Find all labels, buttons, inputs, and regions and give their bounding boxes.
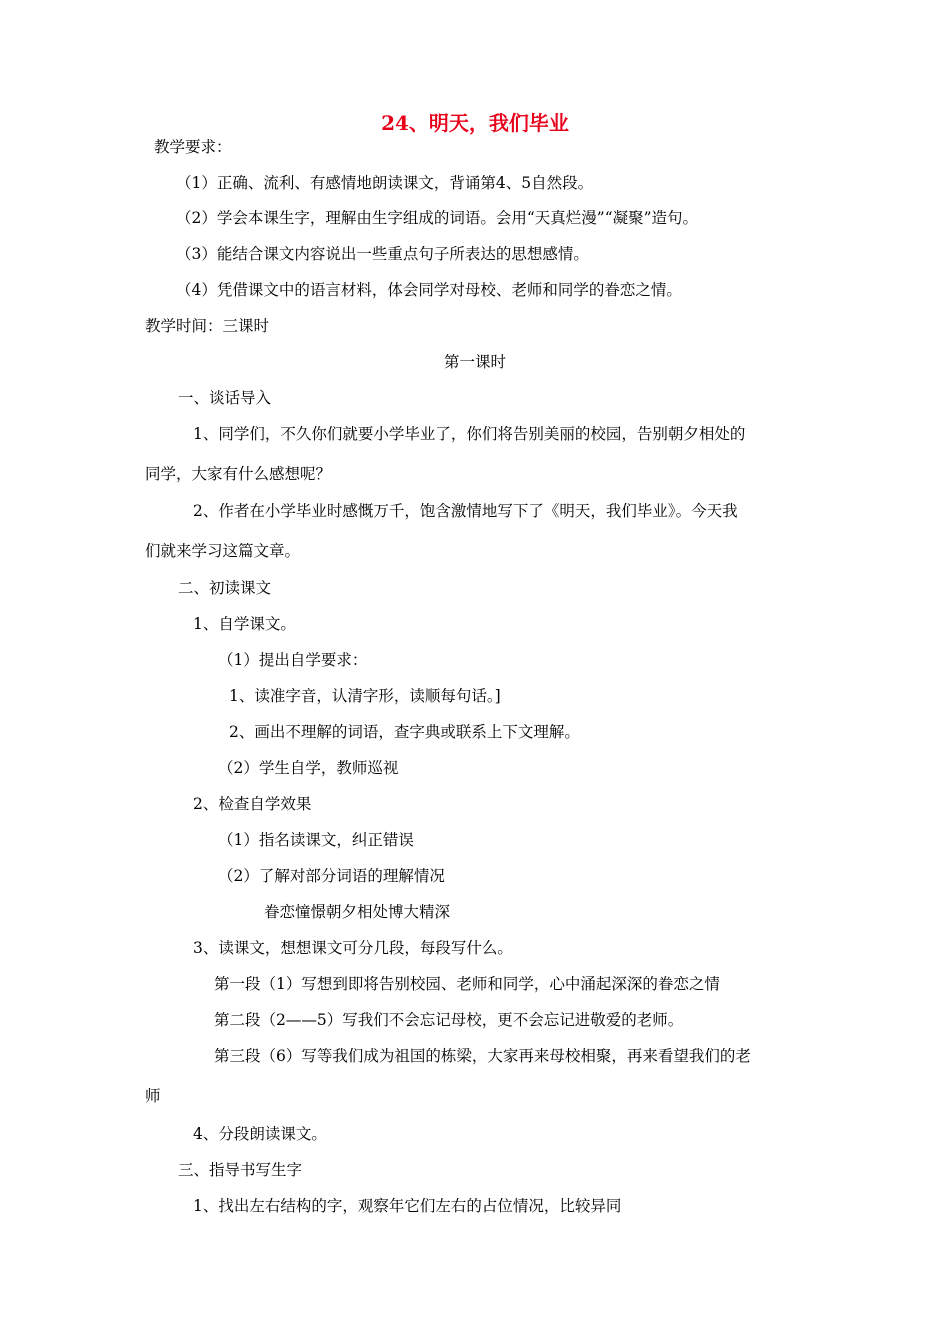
text-line: 第一段（1）写想到即将告别校园、老师和同学，心中涌起深深的眷恋之情 <box>214 975 720 993</box>
text-line: （1）正确、流利、有感情地朗读课文，背诵第4、5自然段。 <box>176 174 594 192</box>
text-line: 1、同学们，不久你们就要小学毕业了，你们将告别美丽的校园，告别朝夕相处的 <box>193 425 746 443</box>
text-line: 1、找出左右结构的字，观察年它们左右的占位情况，比较异同 <box>193 1197 622 1215</box>
text-line: 2、画出不理解的词语，查字典或联系上下文理解。 <box>229 723 580 741</box>
text-line: 三、指导书写生字 <box>178 1161 303 1179</box>
section-heading: 第一课时 <box>443 353 506 371</box>
text-line: （2）学会本课生字，理解由生字组成的词语。会用“天真烂漫”“凝聚”造句。 <box>176 209 699 227</box>
text-line: 3、读课文，想想课文可分几段，每段写什么。 <box>193 939 513 957</box>
text-line: 4、分段朗读课文。 <box>193 1125 327 1143</box>
text-line: 眷恋憧憬朝夕相处博大精深 <box>264 903 451 921</box>
text-line: （3）能结合课文内容说出一些重点句子所表达的思想感情。 <box>176 245 589 263</box>
text-line: 教学时间：三课时 <box>145 317 270 335</box>
text-line: 第二段（2——5）写我们不会忘记母校，更不会忘记进敬爱的老师。 <box>214 1011 684 1029</box>
text-line: 同学，大家有什么感想呢？ <box>145 465 332 483</box>
text-line: （2）了解对部分词语的理解情况 <box>218 867 445 885</box>
text-line: 二、初读课文 <box>178 579 272 597</box>
text-line: 1、读准字音，认清字形，读顺每句话。] <box>229 687 501 705</box>
text-line: 教学要求： <box>154 138 232 156</box>
document-title: 24、明天，我们毕业 <box>381 111 569 135</box>
text-line: 第三段（6）写等我们成为祖国的栋梁，大家再来母校相聚，再来看望我们的老 <box>214 1047 751 1065</box>
text-line: 们就来学习这篇文章。 <box>145 542 301 560</box>
text-line: 一、谈话导入 <box>178 389 272 407</box>
text-line: （2）学生自学，教师巡视 <box>218 759 399 777</box>
text-line: （4）凭借课文中的语言材料，体会同学对母校、老师和同学的眷恋之情。 <box>176 281 682 299</box>
text-line: 1、自学课文。 <box>193 615 296 633</box>
text-line: （1）提出自学要求： <box>218 651 368 669</box>
text-line: （1）指名读课文，纠正错误 <box>218 831 414 849</box>
text-line: 师 <box>145 1087 161 1105</box>
text-line: 2、检查自学效果 <box>193 795 312 813</box>
text-line: 2、作者在小学毕业时感慨万千，饱含激情地写下了《明天，我们毕业》。今天我 <box>193 502 738 520</box>
